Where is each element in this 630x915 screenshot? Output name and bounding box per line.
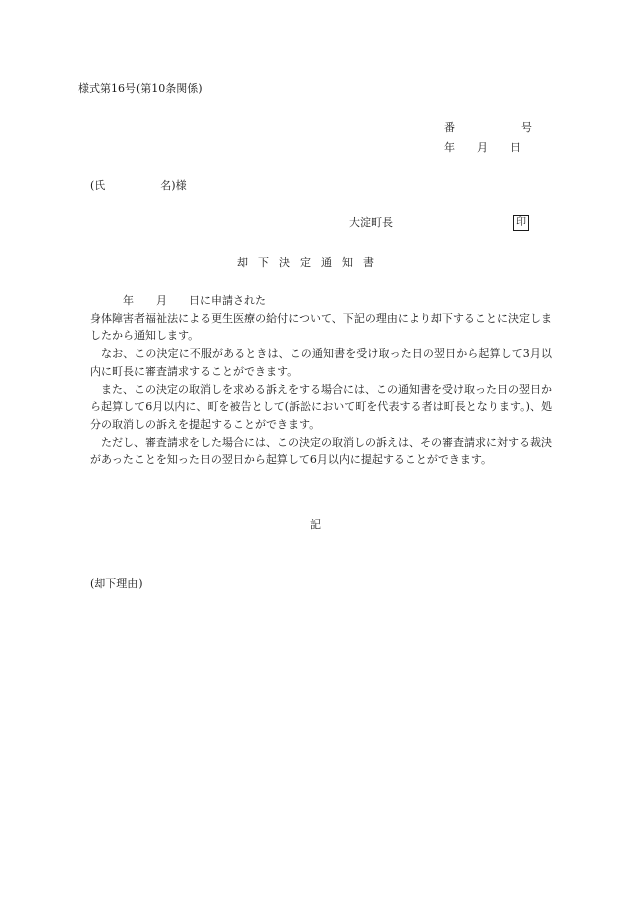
title-char: 却 (237, 256, 248, 269)
seal-mark: 印 (513, 215, 529, 231)
rejection-reason-label: (却下理由) (90, 577, 143, 590)
title-char: 下 (258, 256, 269, 269)
title-char: 通 (321, 256, 332, 269)
notice-body (90, 292, 552, 469)
document-date-label: 年 月 日 (444, 141, 521, 154)
ki-heading: 記 (310, 518, 321, 531)
title-char: 書 (363, 256, 374, 269)
body-paragraph-appeal: なお、この決定に不服があるときは、この通知書を受け取った日の翌日から起算して3月以内に町長に審査請求することができます。 (90, 347, 552, 378)
title-char: 知 (342, 256, 353, 269)
application-date-line: 年 月 日に申請された (123, 294, 266, 307)
document-title (237, 254, 374, 272)
title-char: 定 (300, 256, 311, 269)
body-paragraph-proviso: ただし、審査請求をした場合には、この決定の取消しの訴えは、その審査請求に対する裁決があったことを知った日の翌日から起算して6月以内に提起することができます。 (90, 435, 552, 467)
form-id: 様式第16号(第10条関係) (78, 82, 203, 95)
addressee: (氏 名)様 (90, 179, 187, 192)
body-paragraph-rejection: 身体障害者福祉法による更生医療の給付について、下記の理由により却下することに決定しましたから通知します。 (90, 311, 552, 343)
title-char: 決 (279, 256, 290, 269)
body-paragraph-lawsuit: また、この決定の取消しを求める訴えをする場合には、この通知書を受け取った日の翌日から起算して6月以内に、町を被告として(訴訟において町を代表する者は町長となります。)、処分の取消しの訴えを提起することができます。 (90, 382, 552, 431)
issuer-name: 大淀町長 (349, 216, 393, 229)
document-number-label: 番 号 (444, 121, 532, 134)
